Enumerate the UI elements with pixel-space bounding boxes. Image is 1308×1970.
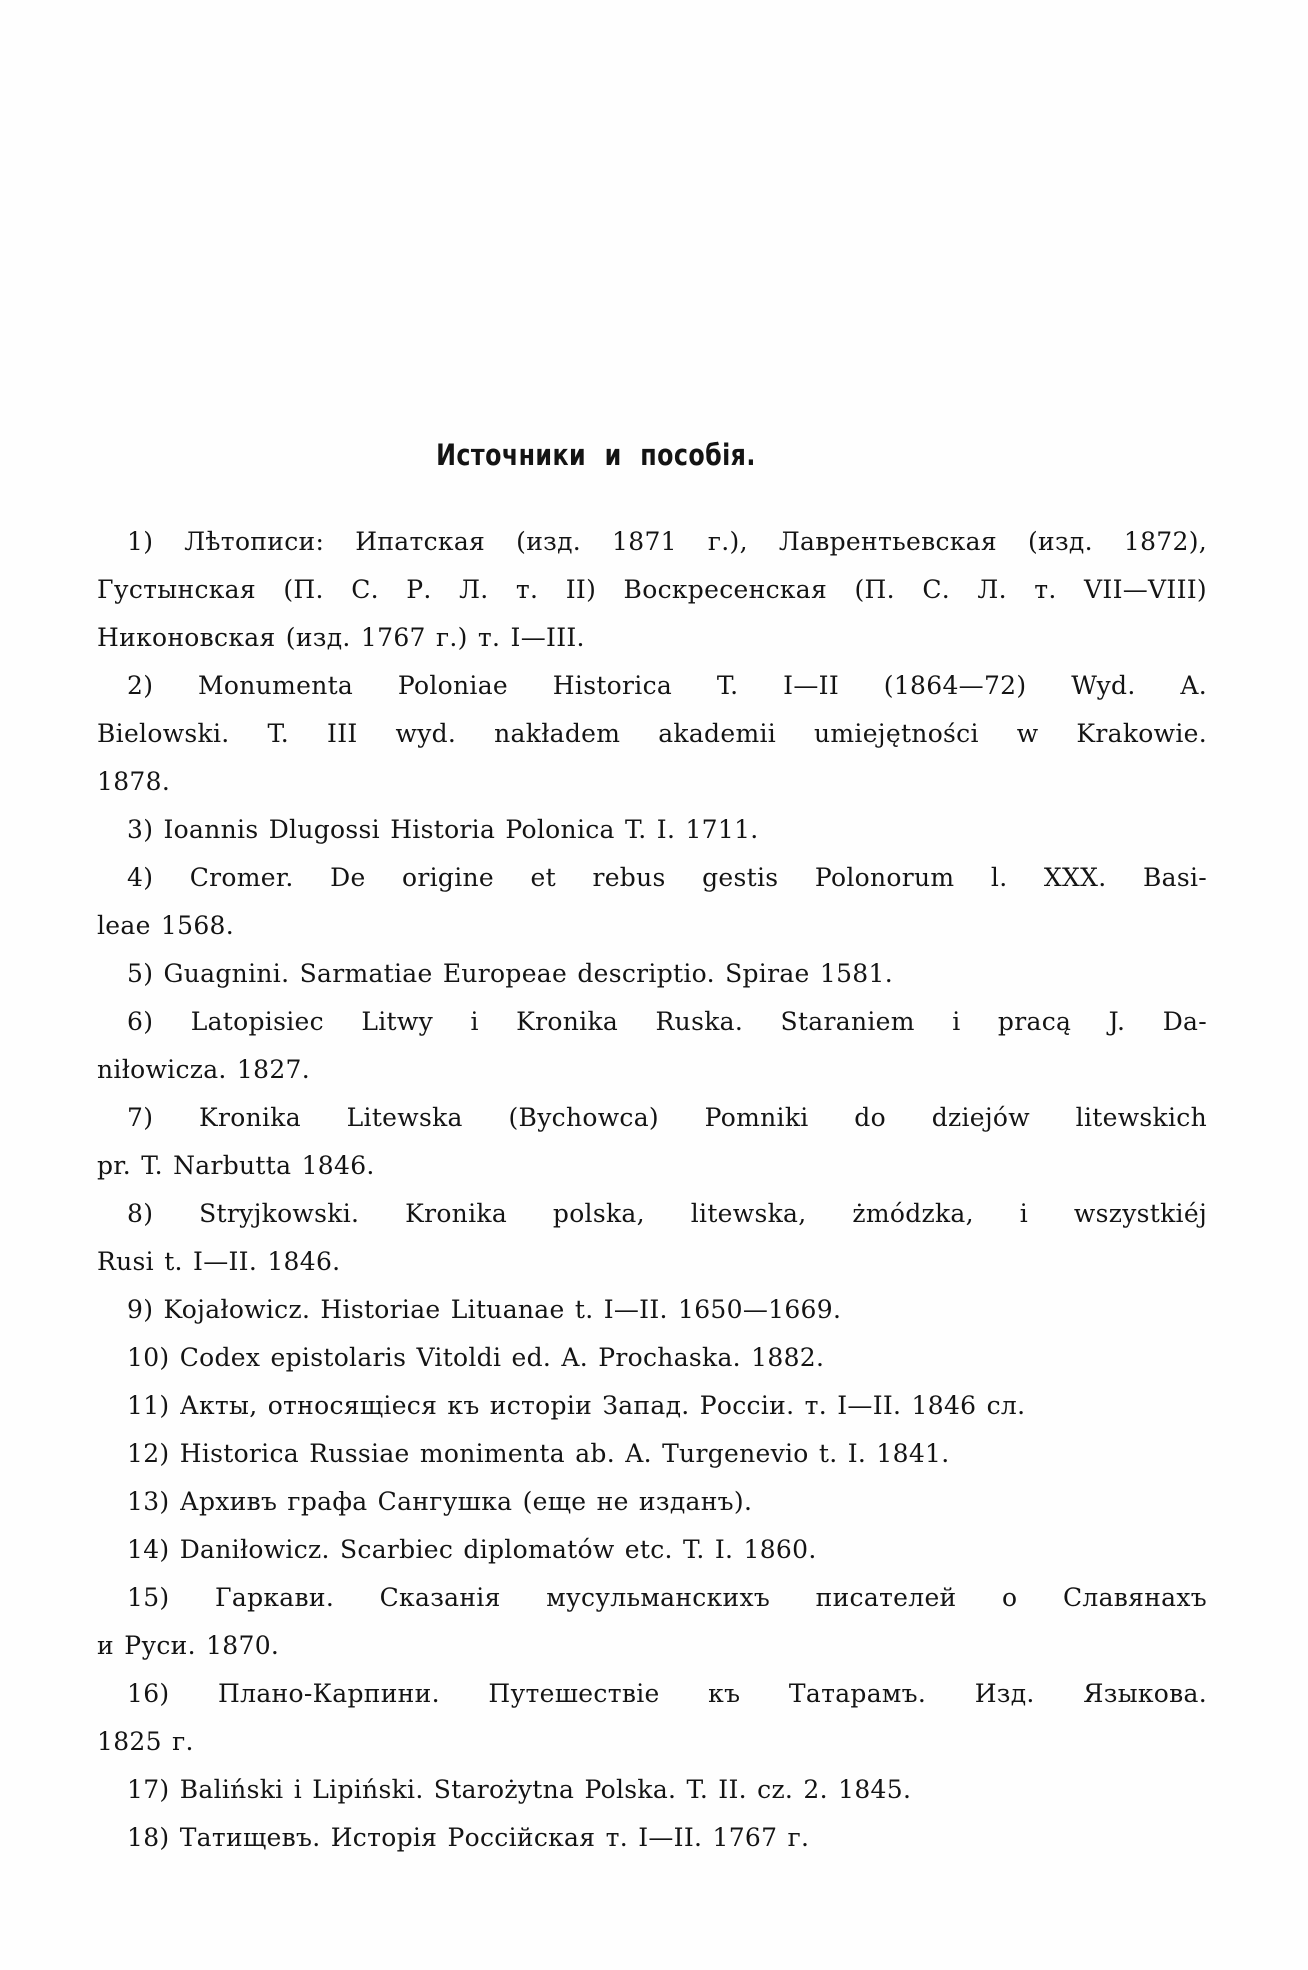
text-block xyxy=(97,518,1207,1862)
bibliography-entry xyxy=(97,1574,1207,1670)
bibliography-entry xyxy=(97,854,1207,950)
text-line: Bielowski. T. III wyd. nakładem akademii umiejętności w Krakowie. xyxy=(97,719,1207,748)
text-line: 18) Татищевъ. Исторія Россійская т. I—II. 1767 г. xyxy=(127,1823,810,1852)
bibliography-entry xyxy=(97,1382,1207,1430)
bibliography-entry xyxy=(97,1766,1207,1814)
text-line: 8) Stryjkowski. Kronika polska, litewska, żmódzka, i wszystkiéj xyxy=(127,1199,1207,1228)
page-title: Источники и пособія. xyxy=(436,438,756,472)
text-line: 14) Daniłowicz. Scarbiec diplomatów etc. T. I. 1860. xyxy=(127,1535,817,1564)
text-line: 1825 г. xyxy=(97,1727,194,1756)
bibliography-entry xyxy=(97,1094,1207,1190)
text-line: Густынская (П. С. Р. Л. т. II) Воскресенская (П. С. Л. т. VII—VIII) xyxy=(97,575,1207,604)
page-title-row xyxy=(97,438,1207,472)
text-line: 10) Codex epistolaris Vitoldi ed. A. Prochaska. 1882. xyxy=(127,1343,825,1372)
text-line: 6) Latopisiec Litwy i Kronika Ruska. Staraniem i pracą J. Da- xyxy=(127,1007,1207,1036)
bibliography-entry xyxy=(97,518,1207,662)
bibliography-entry xyxy=(97,1670,1207,1766)
bibliography-entry xyxy=(97,1430,1207,1478)
text-line: 2) Monumenta Poloniae Historica T. I—II (1864—72) Wyd. A. xyxy=(127,671,1207,700)
text-line: 13) Архивъ графа Сангушка (еще не изданъ). xyxy=(127,1487,753,1516)
text-line: niłowicza. 1827. xyxy=(97,1055,310,1084)
text-line: 11) Акты, относящіеся къ исторіи Запад. Россіи. т. I—II. 1846 сл. xyxy=(127,1391,1026,1420)
bibliography-entry xyxy=(97,1334,1207,1382)
text-line: и Руси. 1870. xyxy=(97,1631,280,1660)
text-line: 5) Guagnini. Sarmatiae Europeae descriptio. Spirae 1581. xyxy=(127,959,893,988)
text-line: 9) Kojałowicz. Historiae Lituanae t. I—II. 1650—1669. xyxy=(127,1295,842,1324)
text-line: pr. T. Narbutta 1846. xyxy=(97,1151,375,1180)
bibliography-entry xyxy=(97,1190,1207,1286)
text-line: 1878. xyxy=(97,767,171,796)
text-line: 1) Лѣтописи: Ипатская (изд. 1871 г.), Лаврентьевская (изд. 1872), xyxy=(127,527,1207,556)
bibliography-entry xyxy=(97,998,1207,1094)
bibliography-entry xyxy=(97,1814,1207,1862)
bibliography-entry xyxy=(97,662,1207,806)
text-line: 4) Cromer. De origine et rebus gestis Polonorum l. XXX. Basi- xyxy=(127,863,1207,892)
bibliography-entry xyxy=(97,950,1207,998)
text-line: leae 1568. xyxy=(97,911,235,940)
text-line: 15) Гаркави. Сказанія мусульманскихъ писателей о Славянахъ xyxy=(127,1583,1207,1612)
text-line: Никоновская (изд. 1767 г.) т. I—III. xyxy=(97,623,585,652)
bibliography-entry xyxy=(97,1526,1207,1574)
bibliography-entry xyxy=(97,1478,1207,1526)
text-line: 3) Ioannis Dlugossi Historia Polonica T. I. 1711. xyxy=(127,815,759,844)
text-line: Rusi t. I—II. 1846. xyxy=(97,1247,341,1276)
text-line: 7) Kronika Litewska (Bychowca) Pomniki do dziejów litewskich xyxy=(127,1103,1207,1132)
text-line: 17) Baliński i Lipiński. Starożytna Polska. T. II. cz. 2. 1845. xyxy=(127,1775,912,1804)
bibliography-entry xyxy=(97,806,1207,854)
bibliography-entry xyxy=(97,1286,1207,1334)
text-line: 16) Плано-Карпини. Путешествіе къ Татарамъ. Изд. Языкова. xyxy=(127,1679,1207,1708)
text-line: 12) Historica Russiae monimenta ab. A. Turgenevio t. I. 1841. xyxy=(127,1439,950,1468)
